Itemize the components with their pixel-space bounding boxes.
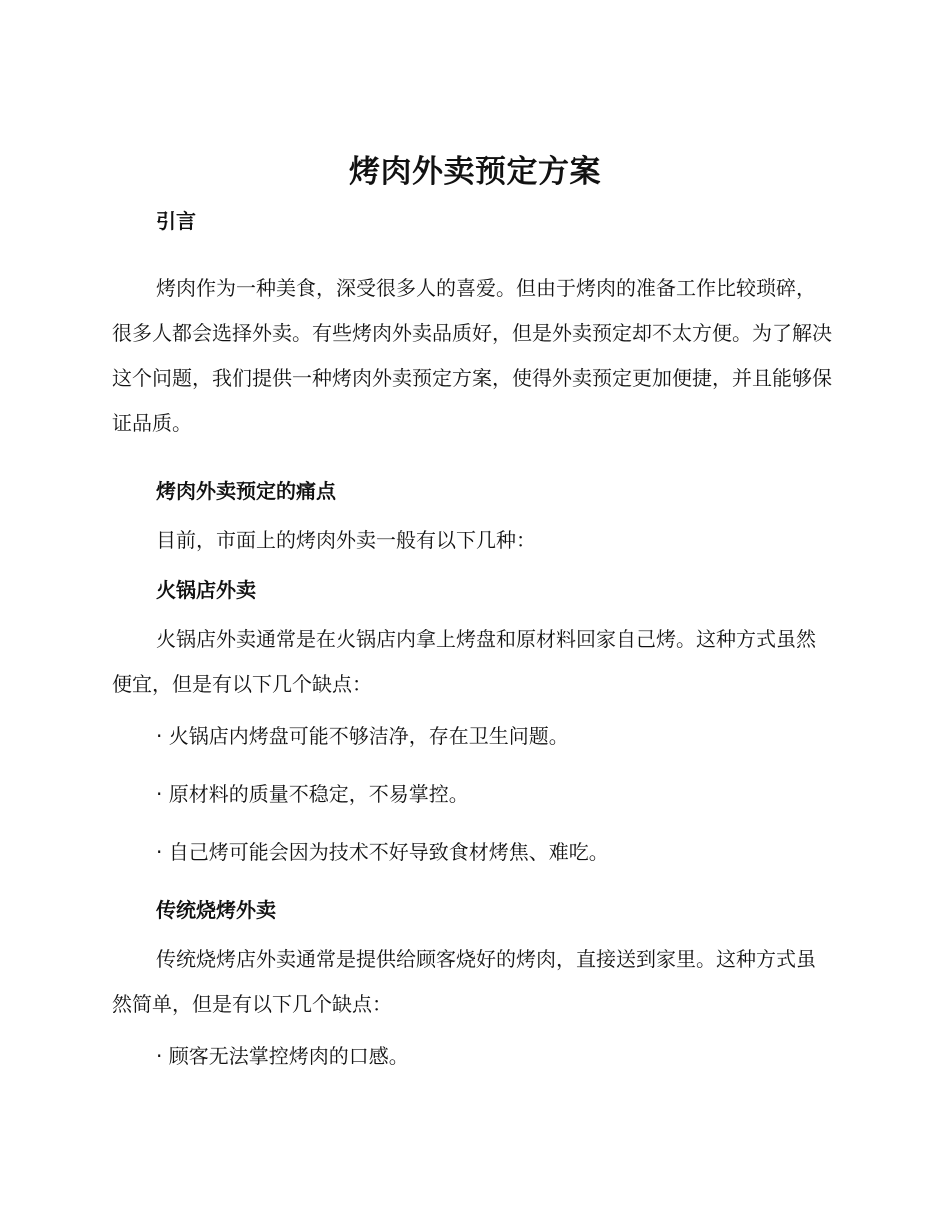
section-heading-hotpot: 火锅店外卖 [156, 578, 256, 602]
intro-paragraph: 烤肉作为一种美食，深受很多人的喜爱。但由于烤肉的准备工作比较琐碎，很多人都会选择外卖。有些烤肉外卖品质好，但是外卖预定却不太方便。为了解决这个问题，我们提供一种烤肉外卖预定方案，使得外卖预定更加便捷，并且能够保证品质。 [112, 276, 832, 435]
hotpot-bullet-item: · 自己烤可能会因为技术不好导致食材烤焦、难吃。 [156, 840, 609, 864]
traditional-bbq-paragraph: 传统烧烤店外卖通常是提供给顾客烧好的烤肉，直接送到家里。这种方式虽然简单，但是有以下几个缺点： [112, 947, 816, 1016]
section-heading-intro: 引言 [156, 209, 196, 233]
pain-points-paragraph: 目前，市面上的烤肉外卖一般有以下几种： [156, 528, 536, 552]
hotpot-bullet-item: · 火锅店内烤盘可能不够洁净，存在卫生问题。 [156, 724, 569, 748]
hotpot-bullet-item: · 原材料的质量不稳定，不易掌控。 [156, 782, 469, 806]
section-heading-traditional-bbq: 传统烧烤外卖 [156, 898, 276, 922]
hotpot-paragraph: 火锅店外卖通常是在火锅店内拿上烤盘和原材料回家自己烤。这种方式虽然便宜，但是有以下几个缺点： [112, 627, 816, 696]
traditional-bbq-bullet-item: · 顾客无法掌控烤肉的口感。 [156, 1044, 409, 1068]
section-heading-pain-points: 烤肉外卖预定的痛点 [156, 479, 336, 503]
document-title: 烤肉外卖预定方案 [349, 154, 601, 190]
document-body [112, 206, 834, 1071]
